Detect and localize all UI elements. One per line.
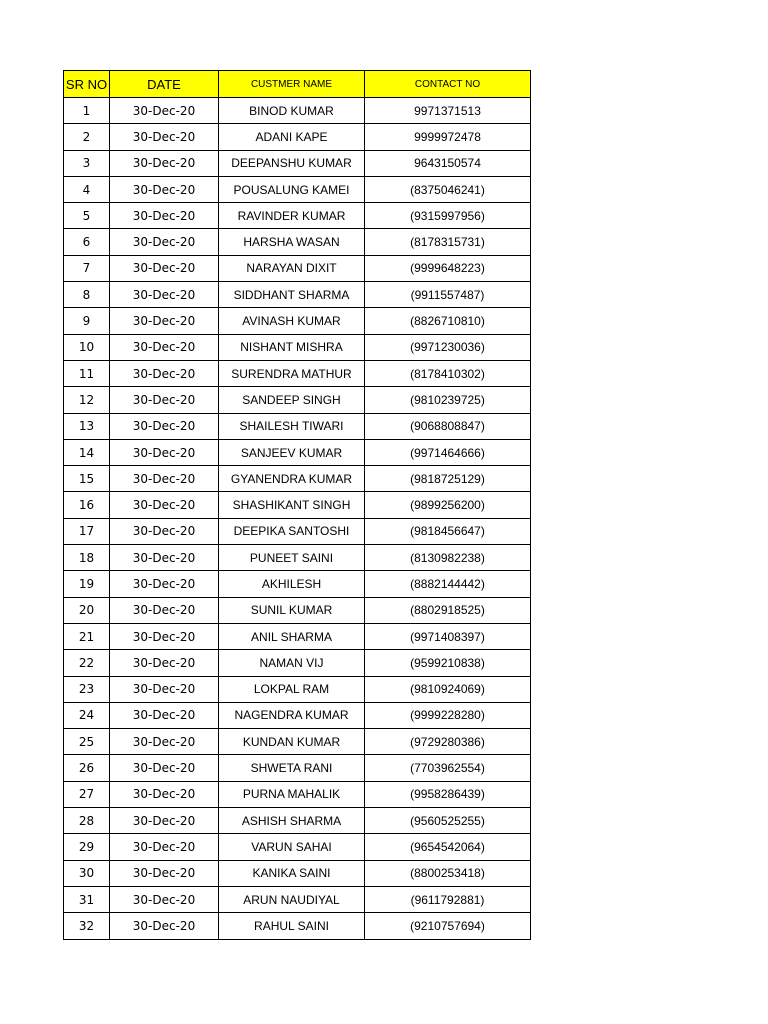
contact-no-cell[interactable]: (9818456647) — [365, 518, 531, 544]
table-row — [64, 676, 531, 702]
customer-name-cell[interactable]: DEEPANSHU KUMAR — [219, 150, 365, 176]
sr-no-cell[interactable]: 10 — [64, 334, 110, 360]
header-row — [64, 71, 531, 98]
sr-no-cell[interactable]: 2 — [64, 124, 110, 150]
date-cell[interactable]: 30-Dec-20 — [110, 492, 219, 518]
contact-no-cell[interactable]: (9654542064) — [365, 834, 531, 860]
contact-no-cell[interactable]: (8800253418) — [365, 860, 531, 886]
table-row — [64, 755, 531, 781]
table-body — [64, 98, 531, 940]
sr-no-cell[interactable]: 20 — [64, 597, 110, 623]
contact-no-cell[interactable]: (7703962554) — [365, 755, 531, 781]
customer-name-cell[interactable]: ASHISH SHARMA — [219, 808, 365, 834]
header-date[interactable]: DATE — [110, 71, 219, 98]
date-cell[interactable]: 30-Dec-20 — [110, 98, 219, 124]
sr-no-cell[interactable]: 32 — [64, 913, 110, 939]
customer-name-cell[interactable]: GYANENDRA KUMAR — [219, 466, 365, 492]
contact-no-cell[interactable]: (9911557487) — [365, 282, 531, 308]
sr-no-cell[interactable]: 16 — [64, 492, 110, 518]
date-cell[interactable]: 30-Dec-20 — [110, 282, 219, 308]
sr-no-cell[interactable]: 5 — [64, 203, 110, 229]
contact-no-cell[interactable]: (8802918525) — [365, 597, 531, 623]
header-customer-name[interactable]: CUSTMER NAME — [219, 71, 365, 98]
sr-no-cell[interactable]: 21 — [64, 623, 110, 649]
table-row — [64, 255, 531, 281]
customer-name-cell[interactable]: NARAYAN DIXIT — [219, 255, 365, 281]
sr-no-cell[interactable]: 29 — [64, 834, 110, 860]
customer-name-cell[interactable]: SHWETA RANI — [219, 755, 365, 781]
date-cell[interactable]: 30-Dec-20 — [110, 729, 219, 755]
date-cell[interactable]: 30-Dec-20 — [110, 124, 219, 150]
contact-no-cell[interactable]: (9810239725) — [365, 387, 531, 413]
customer-name-cell[interactable]: SIDDHANT SHARMA — [219, 282, 365, 308]
date-cell[interactable]: 30-Dec-20 — [110, 781, 219, 807]
date-cell[interactable]: 30-Dec-20 — [110, 255, 219, 281]
customer-name-cell[interactable]: PURNA MAHALIK — [219, 781, 365, 807]
contact-no-cell[interactable]: (9315997956) — [365, 203, 531, 229]
sr-no-cell[interactable]: 15 — [64, 466, 110, 492]
sr-no-cell[interactable]: 27 — [64, 781, 110, 807]
customer-name-cell[interactable]: VARUN SAHAI — [219, 834, 365, 860]
date-cell[interactable]: 30-Dec-20 — [110, 571, 219, 597]
table-row — [64, 597, 531, 623]
sr-no-cell[interactable]: 7 — [64, 255, 110, 281]
table-row — [64, 360, 531, 386]
date-cell[interactable]: 30-Dec-20 — [110, 597, 219, 623]
table-row — [64, 545, 531, 571]
table-row — [64, 886, 531, 912]
date-cell[interactable]: 30-Dec-20 — [110, 623, 219, 649]
customer-name-cell[interactable]: LOKPAL RAM — [219, 676, 365, 702]
contact-no-cell[interactable]: (9068808847) — [365, 413, 531, 439]
contact-no-cell[interactable]: (9971408397) — [365, 623, 531, 649]
customer-contact-table — [63, 70, 531, 940]
contact-no-cell[interactable]: (9999228280) — [365, 702, 531, 728]
table-header — [64, 71, 531, 98]
table-row — [64, 860, 531, 886]
contact-no-cell[interactable]: 9971371513 — [365, 98, 531, 124]
sr-no-cell[interactable]: 18 — [64, 545, 110, 571]
date-cell[interactable]: 30-Dec-20 — [110, 466, 219, 492]
sr-no-cell[interactable]: 22 — [64, 650, 110, 676]
date-cell[interactable]: 30-Dec-20 — [110, 150, 219, 176]
customer-name-cell[interactable]: AKHILESH — [219, 571, 365, 597]
customer-name-cell[interactable]: SURENDRA MATHUR — [219, 360, 365, 386]
customer-name-cell[interactable]: PUNEET SAINI — [219, 545, 365, 571]
customer-name-cell[interactable]: POUSALUNG KAMEI — [219, 176, 365, 202]
contact-no-cell[interactable]: (9560525255) — [365, 808, 531, 834]
customer-name-cell[interactable]: ARUN NAUDIYAL — [219, 886, 365, 912]
table-row — [64, 282, 531, 308]
date-cell[interactable]: 30-Dec-20 — [110, 229, 219, 255]
contact-no-cell[interactable]: (9971464666) — [365, 439, 531, 465]
table-row — [64, 98, 531, 124]
customer-name-cell[interactable]: KANIKA SAINI — [219, 860, 365, 886]
contact-no-cell[interactable]: (9999648223) — [365, 255, 531, 281]
table-row — [64, 623, 531, 649]
contact-no-cell[interactable]: (8178410302) — [365, 360, 531, 386]
customer-name-cell[interactable]: SANJEEV KUMAR — [219, 439, 365, 465]
customer-name-cell[interactable]: DEEPIKA SANTOSHI — [219, 518, 365, 544]
sr-no-cell[interactable]: 3 — [64, 150, 110, 176]
contact-no-cell[interactable]: (8178315731) — [365, 229, 531, 255]
customer-name-cell[interactable]: HARSHA WASAN — [219, 229, 365, 255]
date-cell[interactable]: 30-Dec-20 — [110, 676, 219, 702]
customer-name-cell[interactable]: AVINASH KUMAR — [219, 308, 365, 334]
sr-no-cell[interactable]: 14 — [64, 439, 110, 465]
table-row — [64, 229, 531, 255]
contact-no-cell[interactable]: (9729280386) — [365, 729, 531, 755]
sr-no-cell[interactable]: 19 — [64, 571, 110, 597]
contact-no-cell[interactable]: (9599210838) — [365, 650, 531, 676]
contact-no-cell[interactable]: (9611792881) — [365, 886, 531, 912]
sr-no-cell[interactable]: 1 — [64, 98, 110, 124]
date-cell[interactable]: 30-Dec-20 — [110, 439, 219, 465]
date-cell[interactable]: 30-Dec-20 — [110, 387, 219, 413]
date-cell[interactable]: 30-Dec-20 — [110, 360, 219, 386]
customer-name-cell[interactable]: KUNDAN KUMAR — [219, 729, 365, 755]
sr-no-cell[interactable]: 11 — [64, 360, 110, 386]
table-row — [64, 808, 531, 834]
date-cell[interactable]: 30-Dec-20 — [110, 413, 219, 439]
sr-no-cell[interactable]: 26 — [64, 755, 110, 781]
sr-no-cell[interactable]: 28 — [64, 808, 110, 834]
table-row — [64, 702, 531, 728]
header-sr-no[interactable]: SR NO — [64, 71, 110, 98]
contact-no-cell[interactable]: 9643150574 — [365, 150, 531, 176]
sr-no-cell[interactable]: 17 — [64, 518, 110, 544]
table-row — [64, 518, 531, 544]
customer-name-cell[interactable]: SHASHIKANT SINGH — [219, 492, 365, 518]
date-cell[interactable]: 30-Dec-20 — [110, 808, 219, 834]
date-cell[interactable]: 30-Dec-20 — [110, 308, 219, 334]
table-row — [64, 466, 531, 492]
date-cell[interactable]: 30-Dec-20 — [110, 650, 219, 676]
table-row — [64, 203, 531, 229]
date-cell[interactable]: 30-Dec-20 — [110, 860, 219, 886]
table-row — [64, 781, 531, 807]
date-cell[interactable]: 30-Dec-20 — [110, 176, 219, 202]
sr-no-cell[interactable]: 4 — [64, 176, 110, 202]
table-row — [64, 913, 531, 939]
customer-name-cell[interactable]: NAMAN VIJ — [219, 650, 365, 676]
table-row — [64, 439, 531, 465]
date-cell[interactable]: 30-Dec-20 — [110, 203, 219, 229]
sr-no-cell[interactable]: 24 — [64, 702, 110, 728]
sr-no-cell[interactable]: 31 — [64, 886, 110, 912]
contact-no-cell[interactable]: (8130982238) — [365, 545, 531, 571]
contact-no-cell[interactable]: (8826710810) — [365, 308, 531, 334]
contact-no-cell[interactable]: (9210757694) — [365, 913, 531, 939]
sr-no-cell[interactable]: 25 — [64, 729, 110, 755]
table-row — [64, 150, 531, 176]
sr-no-cell[interactable]: 12 — [64, 387, 110, 413]
table-row — [64, 650, 531, 676]
table-row — [64, 492, 531, 518]
table-row — [64, 571, 531, 597]
table-row — [64, 334, 531, 360]
sr-no-cell[interactable]: 23 — [64, 676, 110, 702]
table-row — [64, 176, 531, 202]
date-cell[interactable]: 30-Dec-20 — [110, 913, 219, 939]
contact-no-cell[interactable]: (9971230036) — [365, 334, 531, 360]
date-cell[interactable]: 30-Dec-20 — [110, 755, 219, 781]
customer-name-cell[interactable]: ANIL SHARMA — [219, 623, 365, 649]
header-contact-no[interactable]: CONTACT NO — [365, 71, 531, 98]
customer-name-cell[interactable]: RAVINDER KUMAR — [219, 203, 365, 229]
table-row — [64, 308, 531, 334]
sr-no-cell[interactable]: 30 — [64, 860, 110, 886]
table-row — [64, 387, 531, 413]
date-cell[interactable]: 30-Dec-20 — [110, 334, 219, 360]
contact-no-cell[interactable]: (8375046241) — [365, 176, 531, 202]
sr-no-cell[interactable]: 6 — [64, 229, 110, 255]
date-cell[interactable]: 30-Dec-20 — [110, 545, 219, 571]
table-row — [64, 413, 531, 439]
customer-name-cell[interactable]: NAGENDRA KUMAR — [219, 702, 365, 728]
contact-no-cell[interactable]: (9810924069) — [365, 676, 531, 702]
date-cell[interactable]: 30-Dec-20 — [110, 834, 219, 860]
contact-no-cell[interactable]: (8882144442) — [365, 571, 531, 597]
customer-name-cell[interactable]: BINOD KUMAR — [219, 98, 365, 124]
table-row — [64, 124, 531, 150]
contact-no-cell[interactable]: (9818725129) — [365, 466, 531, 492]
customer-name-cell[interactable]: SANDEEP SINGH — [219, 387, 365, 413]
contact-no-cell[interactable]: (9958286439) — [365, 781, 531, 807]
sr-no-cell[interactable]: 8 — [64, 282, 110, 308]
table-row — [64, 729, 531, 755]
customer-name-cell[interactable]: SUNIL KUMAR — [219, 597, 365, 623]
customer-name-cell[interactable]: RAHUL SAINI — [219, 913, 365, 939]
sr-no-cell[interactable]: 9 — [64, 308, 110, 334]
sr-no-cell[interactable]: 13 — [64, 413, 110, 439]
contact-no-cell[interactable]: 9999972478 — [365, 124, 531, 150]
customer-name-cell[interactable]: NISHANT MISHRA — [219, 334, 365, 360]
table-row — [64, 834, 531, 860]
contact-no-cell[interactable]: (9899256200) — [365, 492, 531, 518]
customer-name-cell[interactable]: SHAILESH TIWARI — [219, 413, 365, 439]
date-cell[interactable]: 30-Dec-20 — [110, 702, 219, 728]
customer-name-cell[interactable]: ADANI KAPE — [219, 124, 365, 150]
date-cell[interactable]: 30-Dec-20 — [110, 886, 219, 912]
date-cell[interactable]: 30-Dec-20 — [110, 518, 219, 544]
